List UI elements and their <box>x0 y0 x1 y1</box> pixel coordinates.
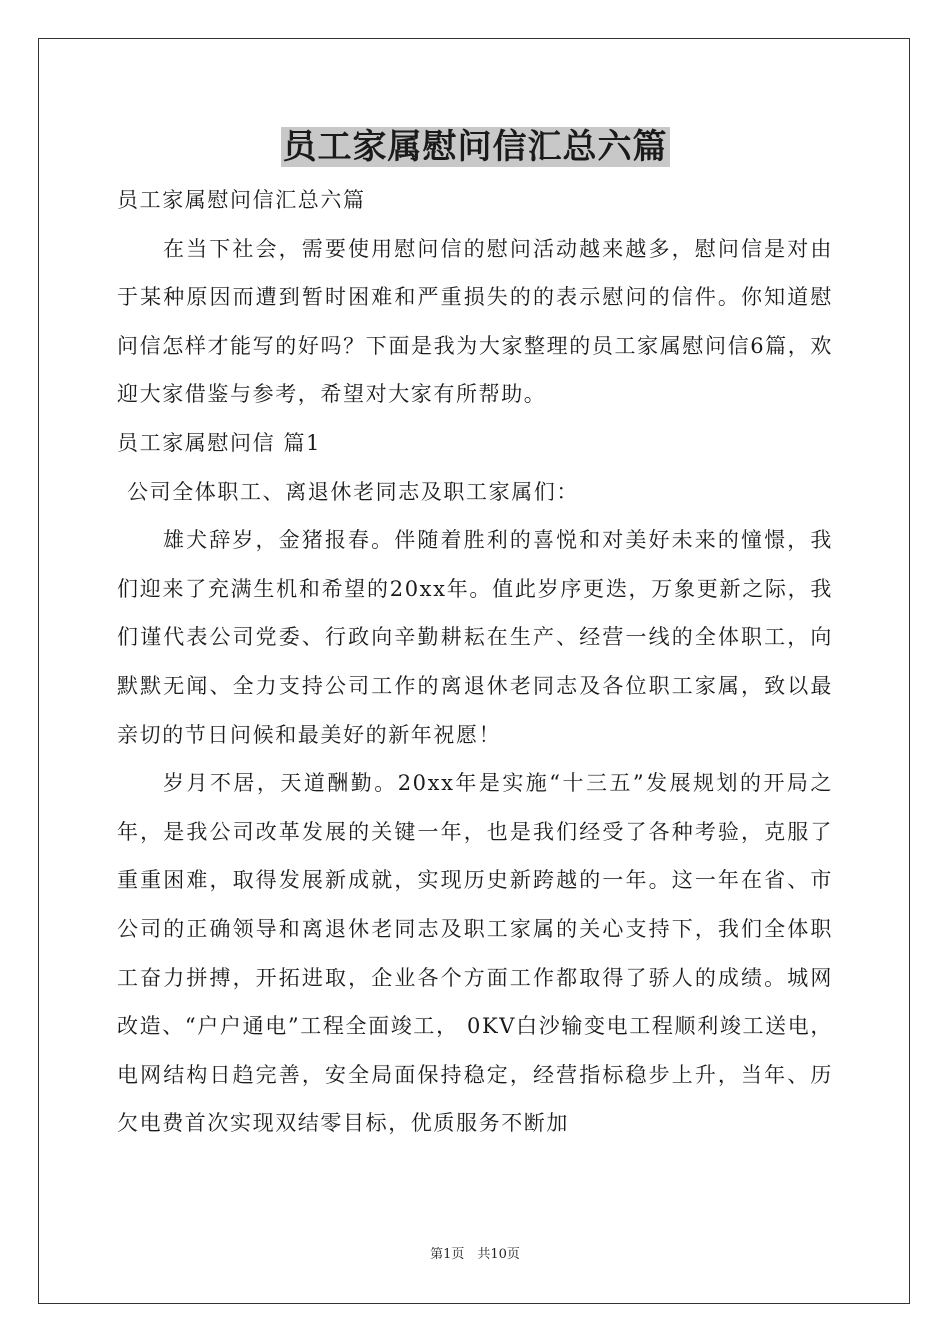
document-title-text: 员工家属慰问信汇总六篇 <box>282 127 668 167</box>
document-title <box>0 124 950 170</box>
intro-paragraph: 在当下社会，需要使用慰问信的慰问活动越来越多，慰问信是对由于某种原因而遭到暂时困难和严重损失的的表示慰问的信件。你知道慰问信怎样才能写的好吗？下面是我为大家整理的员工家属慰问信6篇，欢迎大家借鉴与参考，希望对大家有所帮助。 <box>117 236 833 407</box>
document-subtitle: 员工家属慰问信汇总六篇 <box>117 188 366 212</box>
section-heading: 员工家属慰问信 篇1 <box>117 430 322 455</box>
document-body <box>117 176 833 1148</box>
salutation-line: 公司全体职工、离退休老同志及职工家属们： <box>127 479 579 504</box>
page-footer: 第1页 共10页 <box>430 1247 520 1262</box>
body-paragraph-1: 雄犬辞岁，金猪报春。伴随着胜利的喜悦和对美好未来的憧憬，我们迎来了充满生机和希望的20xx年。值此岁序更迭，万象更新之际，我们谨代表公司党委、行政向辛勤耕耘在生产、经营一线的全体职工，向默默无闻、全力支持公司工作的离退休老同志及各位职工家属，致以最亲切的节日问候和最美好的新年祝愿！ <box>117 528 833 747</box>
body-paragraph-2: 岁月不居，天道酬勤。20xx年是实施“十三五”发展规划的开局之年，是我公司改革发展的关键一年，也是我们经受了各种考验，克服了重重困难，取得发展新成就，实现历史新跨越的一年。这一年在省、市公司的正确领导和离退休老同志及职工家属的关心支持下，我们全体职工奋力拼搏，开拓进取，企业各个方面工作都取得了骄人的成绩。城网改造、“户户通电”工程全面竣工， 0KV白沙输变电工程顺利竣工送电，电网结构日趋完善，安全局面保持稳定，经营指标稳步上升，当年、历欠电费首次实现双结零目标，优质服务不断加 <box>117 771 833 1136</box>
